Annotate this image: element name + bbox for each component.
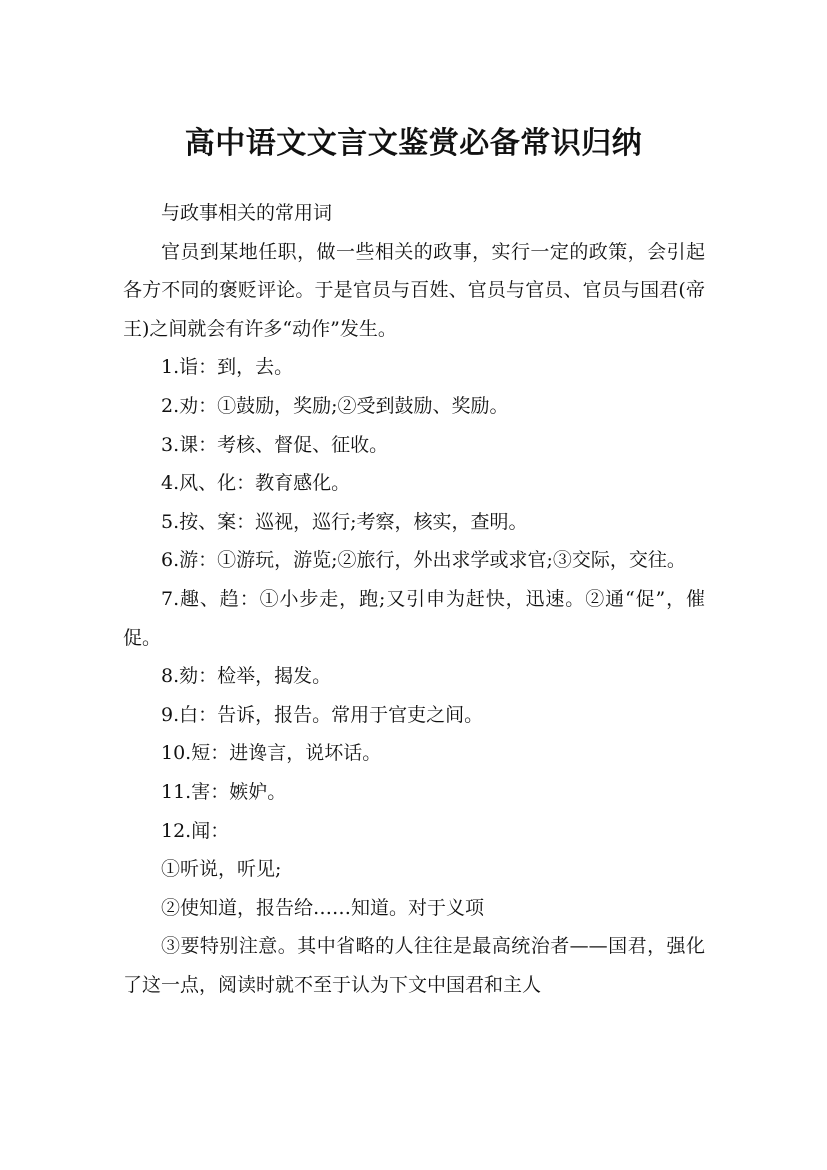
sense-item: ②使知道，报告给……知道。对于义项 bbox=[161, 896, 485, 919]
section-heading: 与政事相关的常用词 bbox=[161, 202, 333, 224]
term-item: 7.趣、趋：①小步走，跑;又引申为赶快，迅速。②通“促”，催促。 bbox=[123, 587, 705, 649]
sense-item: ①听说，听见; bbox=[161, 858, 282, 881]
term-item: 1.诣：到，去。 bbox=[161, 356, 294, 379]
document-title: 高中语文文言文鉴赏必备常识归纳 bbox=[184, 126, 643, 162]
term-item: 10.短：进谗言，说坏话。 bbox=[161, 742, 382, 765]
term-item: 9.白：告诉，报告。常用于官吏之间。 bbox=[161, 703, 484, 726]
term-item: 3.课：考核、督促、征收。 bbox=[161, 433, 389, 456]
term-item: 11.害：嫉妒。 bbox=[161, 780, 287, 803]
term-item: 12.闻： bbox=[161, 819, 230, 842]
term-item: 2.劝：①鼓励，奖励;②受到鼓励、奖励。 bbox=[161, 394, 509, 417]
term-item: 4.风、化：教育感化。 bbox=[161, 472, 351, 495]
term-item: 5.按、案：巡视，巡行;考察，核实，查明。 bbox=[161, 510, 528, 533]
sense-item: ③要特别注意。其中省略的人往往是最高统治者——国君，强化了这一点，阅读时就不至于认为下文中国君和主人 bbox=[123, 935, 705, 996]
term-item: 6.游：①游玩，游览;②旅行，外出求学或求官;③交际，交往。 bbox=[161, 549, 686, 572]
term-item: 8.劾：检举，揭发。 bbox=[161, 665, 332, 688]
document-body bbox=[123, 194, 705, 1004]
intro-paragraph: 官员到某地任职，做一些相关的政事，实行一定的政策，会引起各方不同的褒贬评论。于是官员与百姓、官员与官员、官员与国君(帝王)之间就会有许多“动作”发生。 bbox=[123, 240, 705, 340]
